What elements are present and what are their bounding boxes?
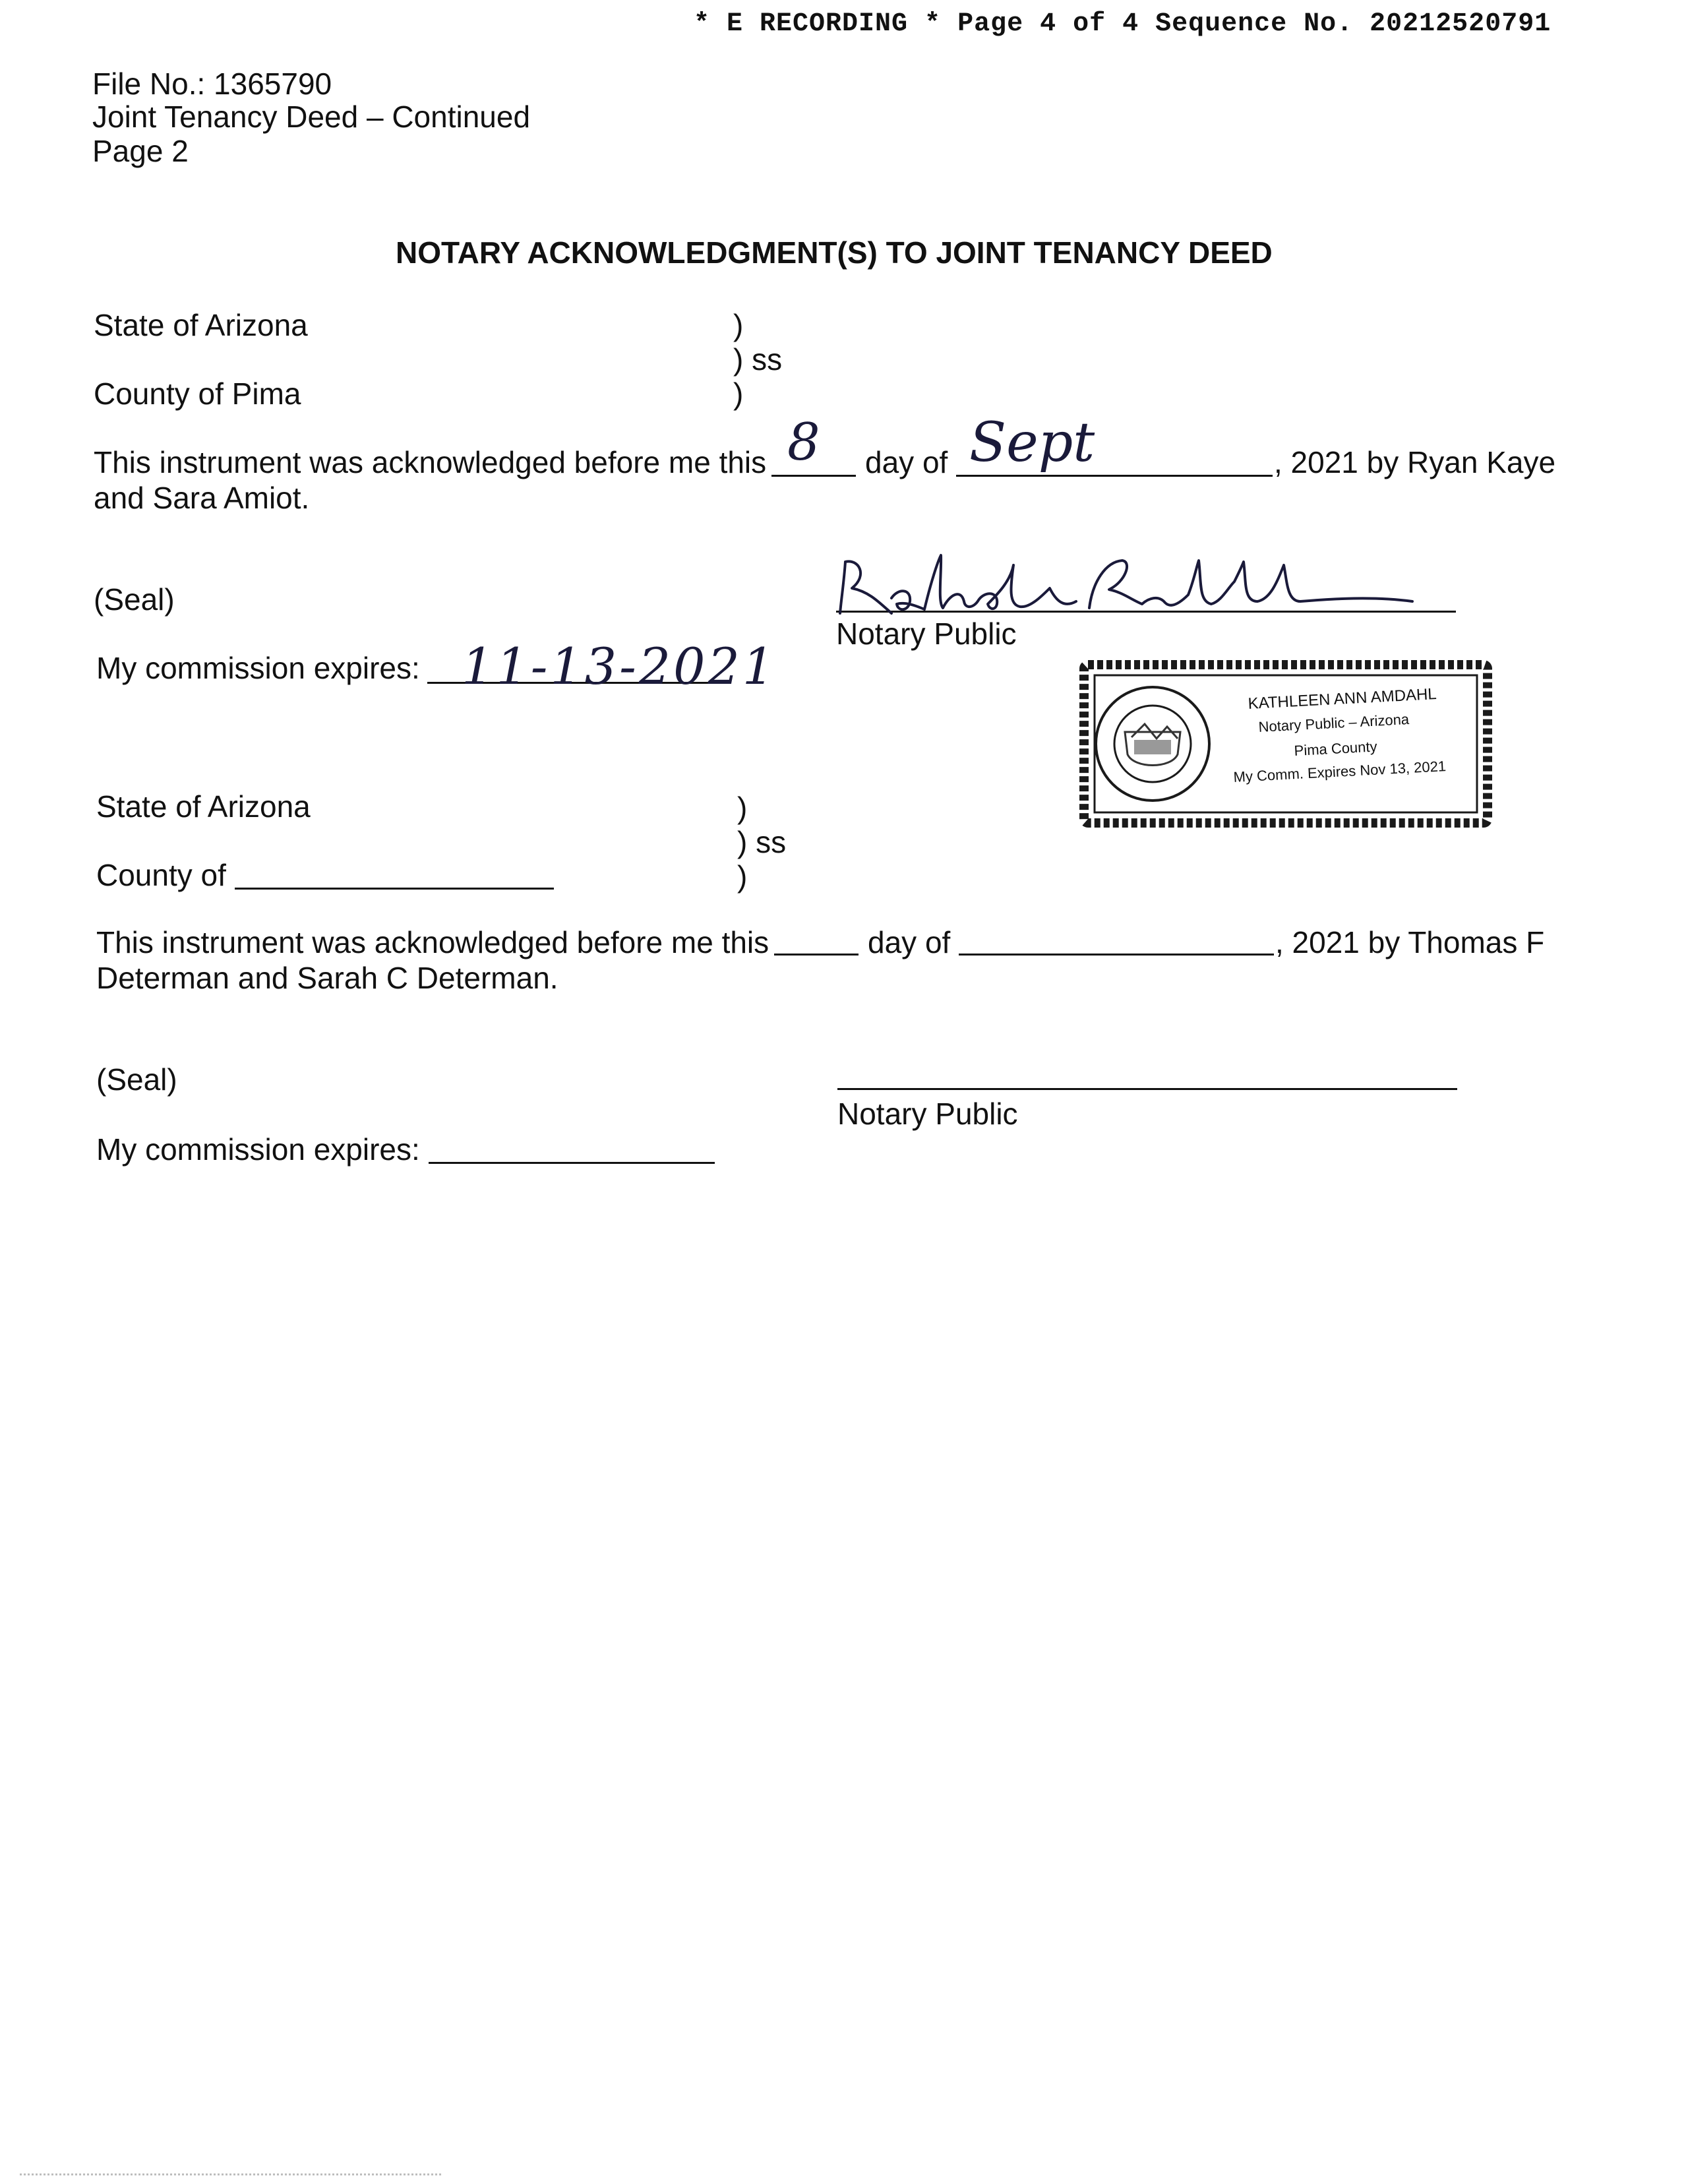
county-blank[interactable] [235, 888, 554, 890]
county-label: County of [96, 858, 226, 892]
paren-top: ) [737, 791, 748, 825]
statement-part2: day of [865, 445, 948, 479]
day-blank[interactable] [774, 954, 859, 956]
seal-label: (Seal) [96, 1062, 177, 1097]
month-blank[interactable] [959, 954, 1274, 956]
commission-handwritten: 11-13-2021 [462, 637, 777, 696]
statement-part1: This instrument was acknowledged before me this [96, 925, 769, 959]
stamp-title: Notary Public – Arizona [1258, 711, 1410, 735]
statement-part2: day of [868, 925, 951, 959]
commission-label: My commission expires: [96, 1132, 420, 1167]
stamp-county: Pima County [1294, 738, 1378, 759]
document-title: NOTARY ACKNOWLEDGMENT(S) TO JOINT TENANCY DEED [396, 235, 1273, 270]
statement-line2: and Sara Amiot. [94, 481, 310, 515]
stamp-border [1079, 658, 1494, 831]
notary-public-label: Notary Public [836, 617, 1017, 651]
notary-public-label: Notary Public [837, 1097, 1018, 1131]
statement-part3: , 2021 by Ryan Kaye [1274, 445, 1556, 479]
file-number: File No.: 1365790 [92, 67, 332, 101]
ss-label: ) ss [733, 342, 783, 377]
ss-label: ) ss [737, 825, 787, 859]
statement-part1: This instrument was acknowledged before me this [94, 445, 767, 479]
stamp-name: KATHLEEN ANN AMDAHL [1248, 685, 1437, 713]
scan-artifact [20, 2173, 442, 2175]
notary-signature [832, 535, 1426, 621]
month-blank [956, 475, 1273, 477]
signature-line[interactable] [837, 1088, 1457, 1090]
paren-top: ) [733, 308, 744, 342]
paren-bottom: ) [737, 859, 748, 894]
county-label: County of Pima [94, 377, 301, 411]
seal-label: (Seal) [94, 582, 175, 617]
page-number: Page 2 [92, 134, 189, 168]
paren-bottom: ) [733, 377, 744, 411]
recording-header: * E RECORDING * Page 4 of 4 Sequence No. 20212520791 [694, 9, 1552, 39]
commission-blank[interactable] [429, 1162, 715, 1164]
month-handwritten: Sept [969, 411, 1095, 474]
state-label: State of Arizona [96, 789, 311, 824]
stamp-expiration: My Comm. Expires Nov 13, 2021 [1233, 758, 1447, 785]
day-blank [771, 475, 856, 477]
statement-part3: , 2021 by Thomas F [1275, 925, 1545, 959]
commission-label: My commission expires: [96, 651, 420, 685]
document-name: Joint Tenancy Deed – Continued [92, 100, 531, 134]
state-label: State of Arizona [94, 308, 308, 342]
day-handwritten: 8 [787, 413, 820, 472]
statement-line2: Determan and Sarah C Determan. [96, 961, 558, 995]
